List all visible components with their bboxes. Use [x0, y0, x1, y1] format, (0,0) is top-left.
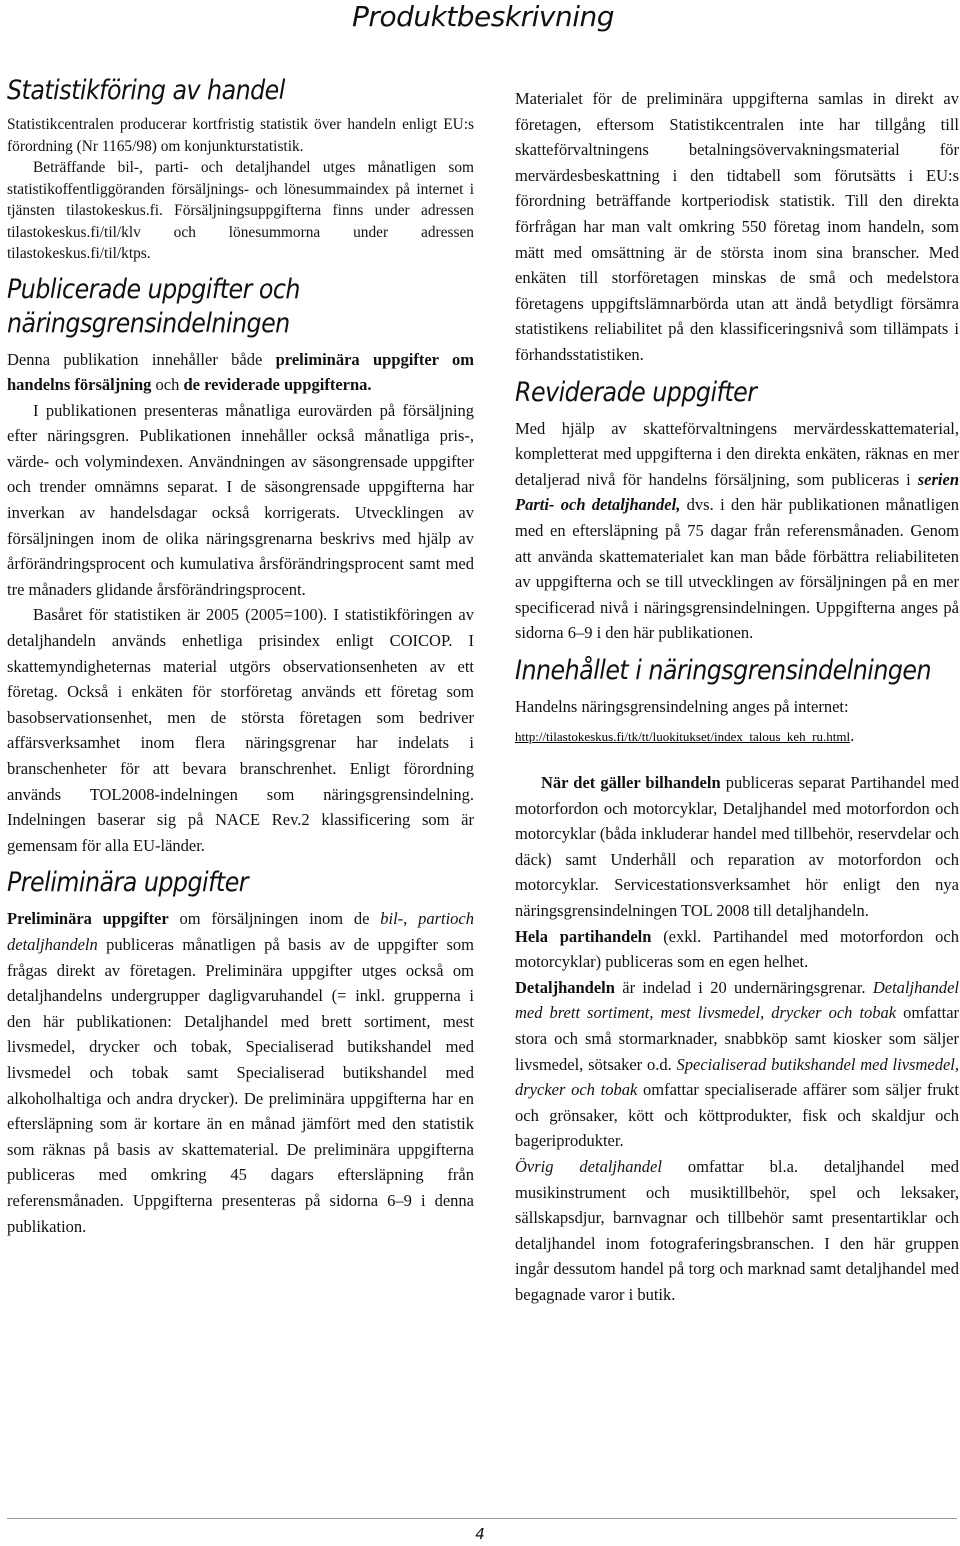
- left-column: [7, 74, 474, 1239]
- text-span: .: [850, 726, 855, 746]
- italic-text: Övrig detaljhandel: [515, 1156, 662, 1176]
- paragraph-ovrig: [515, 1154, 959, 1308]
- heading-publicerade: Publicerade uppgifter och näringsgrensindelningen: [7, 273, 300, 339]
- text-span: omfattar specialiserade affärer som säljer frukt och grönsaker, kött och köttprodukter, fisk och skaldjur och bageriprodukter.: [515, 1080, 959, 1151]
- page-number: 4: [475, 1525, 485, 1543]
- paragraph-preliminara: [7, 906, 474, 1239]
- bold-text: Preliminära uppgifter: [7, 909, 169, 929]
- paragraph-pub-intro: [7, 347, 474, 398]
- bold-text: de reviderade uppgifterna.: [183, 375, 372, 395]
- heading-reviderade: Reviderade uppgifter: [515, 376, 757, 408]
- paragraph-reviderade: [515, 416, 959, 646]
- text-span: är indelad i 20 undernäringsgrenar.: [614, 977, 873, 997]
- text-span: Med hjälp av skatteförvaltningens mervärdesskattematerial, kompletterat med uppgifterna i den direkta enkäten, räknas en mer detaljerad nivå för handelns försäljning, som publiceras i: [515, 418, 959, 489]
- italic-text: Detaljhandel med brett sortiment, mest livsmedel, drycker och tobak: [515, 977, 959, 1023]
- paragraph-basar: Basåret för statistiken är 2005 (2005=100). I statistikföringen av detaljhandeln används enhetliga prisindex enligt COICOP. I skattemyndigheternas material utgörs observationsenheten av ett företag. Också i enkäten för storföretag används ett företag som basobservationsenhet, men de största företagen som bedriver affärsverksamhet inom flera näringsgrenar har indelats i branschenheter för att bevara branschrenhet. Enligt förordning används TOL2008-indelningen som näringsgrensindelning. Indelningen baserar sig på NACE Rev.2 klassificering som är gemensam för alla EU-länder.: [7, 605, 474, 855]
- text-span: (exkl. Partihandel med motorfordon och motorcyklar) publiceras som en egen helhet.: [515, 926, 959, 972]
- paragraph-materialet: Materialet för de preliminära uppgifterna samlas in direkt av företagen, eftersom Statistikcentralen inte har tillgång till skatteförvaltningens betalningsövervakningsmaterial för mervärdesbeskattning i den tidtabell som förutsätts i EU:s förordning beträffande kortperiodisk statistik. Till den direkta förfrågan har man valt omkring 550 företag inom handeln, som mätt med omsättning är de största inom sina branscher. Med enkäten till storföretagen minskas de små och medelstora företagens uppgiftslämnarbörda utan att ändå betydligt försämra statistikens reliabilitet på den klassificeringsnivå som tillämpats i förhandsstatistiken.: [515, 89, 959, 364]
- heading-innehallet: Innehållet i näringsgrensindelningen: [515, 654, 932, 686]
- italic-text: Specialiserad butikshandel med livsmedel, drycker och tobak: [515, 1054, 959, 1100]
- paragraph-detaljhandeln: [515, 975, 959, 1154]
- bold-text: När det gäller bilhandeln: [541, 773, 721, 793]
- text-span: omfattar bl.a. detaljhandel med musikinstrument och musiktillbehör, spel och leksaker, sällskapsdjur, barnvagnar och tillbehör samt presentartiklar och detaljhandel inom fotograferingsbranschen. I den här gruppen ingår dessutom handel på torg och marknad samt detaljhandel med begagnade varor i butik.: [515, 1156, 959, 1304]
- text-span: publiceras månatligen på basis av de uppgifter som frågas direkt av företagen. Preliminära uppgifter utges också om detaljhandelns undergrupper dagligvaruhandel (= inkl. grupperna i den här publikationen: Detaljhandel med brett sortiment, mest livsmedel, drycker och tobak, Specialiserad butikshandel med livsmedel och tobak samt Specialiserad butikshandel med alkoholhaltiga och andra drycker). De preliminära uppgifterna har en eftersläpning som är kortare än en månad jämfört med den statistik som räknas på basis av skattematerial. De preliminära uppgifterna publiceras med omkring 45 dagars eftersläpning från referensmånaden. Uppgifterna presenteras på sidorna 6–9 i denna publikation.: [7, 934, 474, 1236]
- text-span: Denna publikation innehåller både: [7, 349, 276, 369]
- heading-statistikforing: Statistikföring av handel: [7, 75, 285, 106]
- bold-text: Detaljhandeln: [515, 977, 615, 997]
- paragraph-innehallet: Handelns näringsgrensindelning anges på internet:: [515, 696, 849, 716]
- text-span: om försäljningen inom de: [168, 909, 381, 929]
- bold-text: preliminära uppgifter om handelns försäljning: [7, 349, 474, 395]
- right-column: [515, 86, 959, 1308]
- link-paragraph: [515, 723, 959, 750]
- italic-text: bil-, partioch detaljhandeln: [7, 909, 474, 954]
- text-span: omfattar stora och små stormarknader, snabbköp samt kiosker som säljer livsmedel, sötsaker o.d.: [515, 1003, 960, 1074]
- paragraph-stat-intro: Statistikcentralen producerar kortfristig statistik över handeln enligt EU:s förordning (Nr 1165/98) om konjunkturstatistik.: [7, 116, 474, 155]
- heading-preliminara: Preliminära uppgifter: [7, 867, 249, 899]
- paragraph-stat-internet: Beträffande bil-, parti- och detaljhandel utges månatligen som statistikoffentliggöranden försäljnings- och lönesummaindex på internet i tjänsten tilastokeskus.fi. Försäljningsuppgifterna finns under adressen tilastokeskus.fi/til/klv och lönesummorna under adressen tilastokeskus.fi/til/ktps.: [7, 159, 474, 262]
- text-span: och: [151, 375, 184, 395]
- bold-text: Hela partihandeln: [515, 926, 652, 946]
- text-span: publiceras separat Partihandel med motorfordon och motorcyklar, Detaljhandel med motorfordon och motorcyklar (båda inkluderar handel med tillbehör, reservdelar och däck) samt Underhåll och reparation av motorfordon och motorcyklar. Servicestationsverksamhet hör enligt den nya näringsgrensindelningen TOL 2008 till detaljhandeln.: [515, 773, 960, 921]
- paragraph-bilhandeln: [515, 770, 959, 924]
- paragraph-partihandeln: [515, 924, 959, 975]
- footer-divider: [7, 1518, 957, 1519]
- text-span: dvs. i den här publikationen månatligen med en eftersläpning på 75 dagar från referensmånaden. Genom att använda skattematerialet kan man både förbättra reliabiliteten av uppgifterna och se till utvecklingen av försäljningen på en mer specificerad nivå i näringsgrensindelningen. Uppgifterna anges på sidorna 6–9 i den här publikationen.: [515, 495, 959, 643]
- page-header: Produktbeskrivning: [352, 0, 614, 33]
- paragraph-pub-details: I publikationen presenteras månatliga eurovärden på försäljning efter näringsgren. Publikationen innehåller också månatliga pris-, värde- och volymindexen. Användningen av säsongrensade uppgifter och trender omnämns separat. I de säsongrensade uppgifterna har inverkan av handelsdagar också korrigerats. Utvecklingen av försäljningen inom de olika näringsgrenarna beskrivs med hjälp av årförändringsprocent och kumulativa årsförändringsprocent samt med tre månaders glidande årsförändringsprocent.: [7, 400, 474, 599]
- bold-italic-text: serien Parti- och detaljhandel,: [515, 469, 959, 515]
- classification-link[interactable]: http://tilastokeskus.fi/tk/tt/luokitukset/index_talous_keh_ru.html: [515, 729, 851, 745]
